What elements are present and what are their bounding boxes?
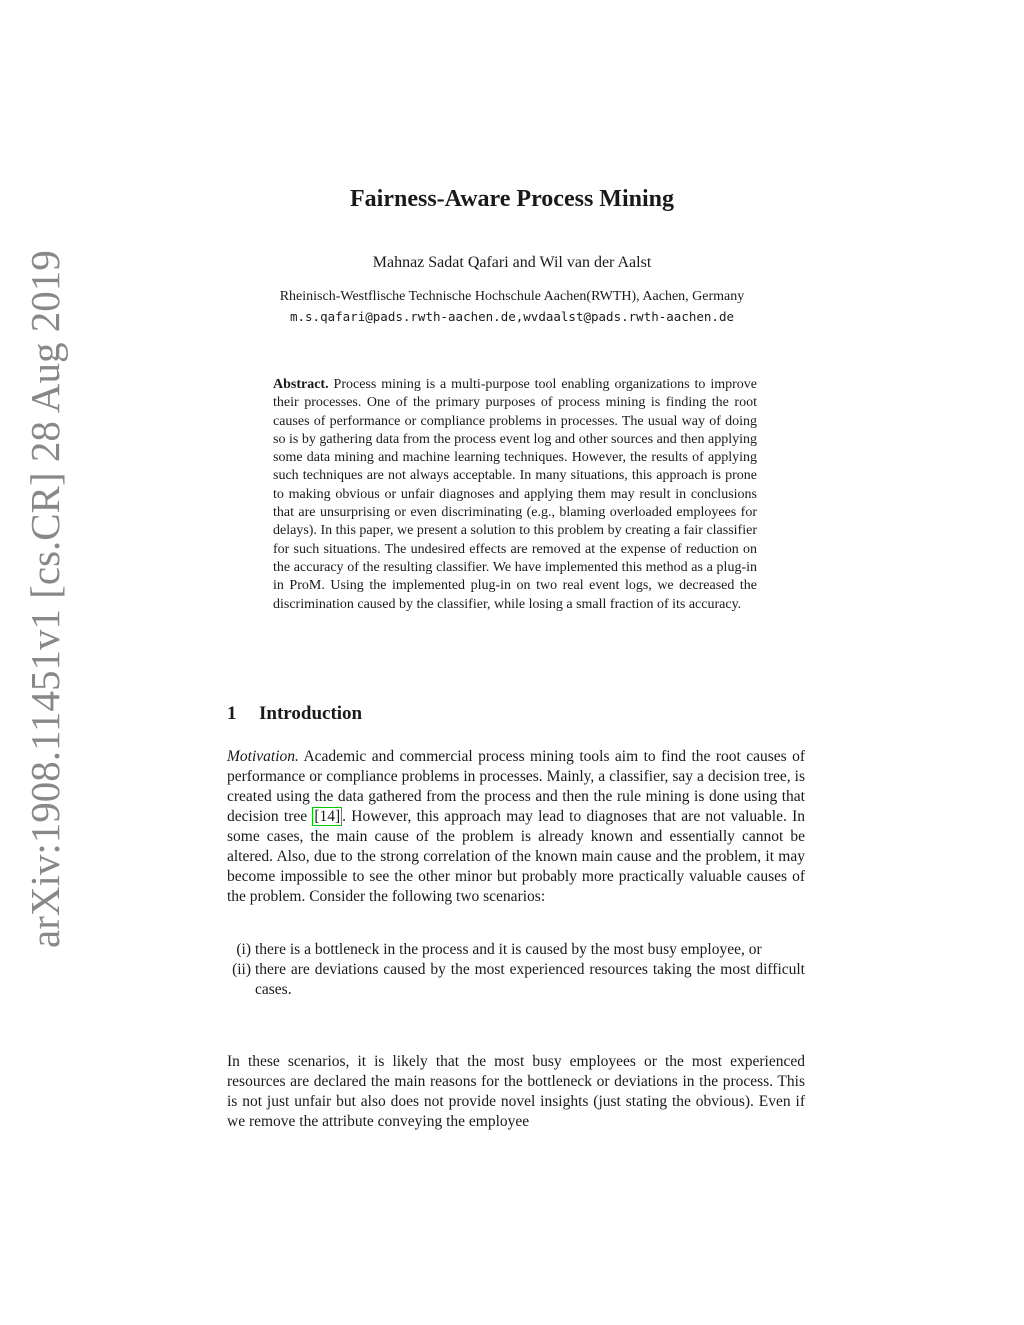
paper-title: Fairness-Aware Process Mining [350,186,674,212]
paragraph-scenarios-discussion: In these scenarios, it is likely that the most busy employees or the most experienced resources are declared the main reasons for the bottleneck or deviations in the process. This is not just unfair but also does not provide novel insights (just stating the obvious). Even if we remove the attribute conveying the employee [227,1053,805,1130]
section-number: 1 [227,703,237,724]
list-marker: (i) [236,941,251,958]
list-item [227,960,805,1000]
list-item-text: there is a bottleneck in the process and it is caused by the most busy employee, or [255,941,762,958]
abstract-text: Process mining is a multi-purpose tool enabling organizations to improve their processes. One of the primary purposes of process mining is finding the root causes of performance or compliance problems in processes. The usual way of doing so is by gathering data from the process event log and other sources and then applying some data mining and machine learning techniques. However, the results of applying such techniques are not always acceptable. In many situations, this approach is prone to making obvious or unfair diagnoses and applying them may result in conclusions that are unsurprising or even discriminating (e.g., blaming overloaded employees for delays). In this paper, we present a solution to this problem by creating a fair classifier for such situations. The undesired effects are removed at the expense of reduction on the accuracy of the resulting classifier. We have implemented this method as a plug-in in ProM. Using the implemented plug-in on two real event logs, we decreased the discrimination caused by the classifier, while losing a small fraction of its accuracy. [273,377,757,612]
paragraph-motivation [227,747,805,907]
paragraph-text: Academic and commercial process mining tools aim to find the root causes of performance or compliance problems in processes. Mainly, a classifier, say a decision tree, is created using the data gathered from the process and then the rule mining is done using that decision tree [227,748,805,825]
list-item [227,940,805,960]
abstract-label: Abstract. [273,377,329,392]
author-emails[interactable]: m.s.qafari@pads.rwth-aachen.de,wvdaalst@pads.rwth-aachen.de [289,309,734,324]
paper-authors: Mahnaz Sadat Qafari and Wil van der Aalst [372,254,652,271]
citation-link[interactable]: [14] [314,808,341,825]
list-marker: (ii) [232,961,251,978]
scenario-list [227,940,805,1000]
abstract-block [273,376,757,614]
paragraph-text-continued: . However, this approach may lead to diagnoses that are not valuable. In some cases, the main cause of the problem is already known and essentially cannot be altered. Also, due to the strong correlation of the known main cause and the problem, it may become impossible to see the other minor but probably more practically valuable causes of the problem. Consider the following two scenarios: [227,808,805,905]
arxiv-identifier-stamp: arXiv:1908.11451v1 [cs.CR] 28 Aug 2019 [22,250,68,948]
section-title: Introduction [259,703,363,724]
paragraph-lead: Motivation. [227,748,299,765]
author-affiliation: Rheinisch-Westflische Technische Hochschule Aachen(RWTH), Aachen, Germany [279,289,745,304]
section-heading-introduction [227,703,362,725]
list-item-text: there are deviations caused by the most experienced resources taking the most difficult cases. [255,961,805,998]
